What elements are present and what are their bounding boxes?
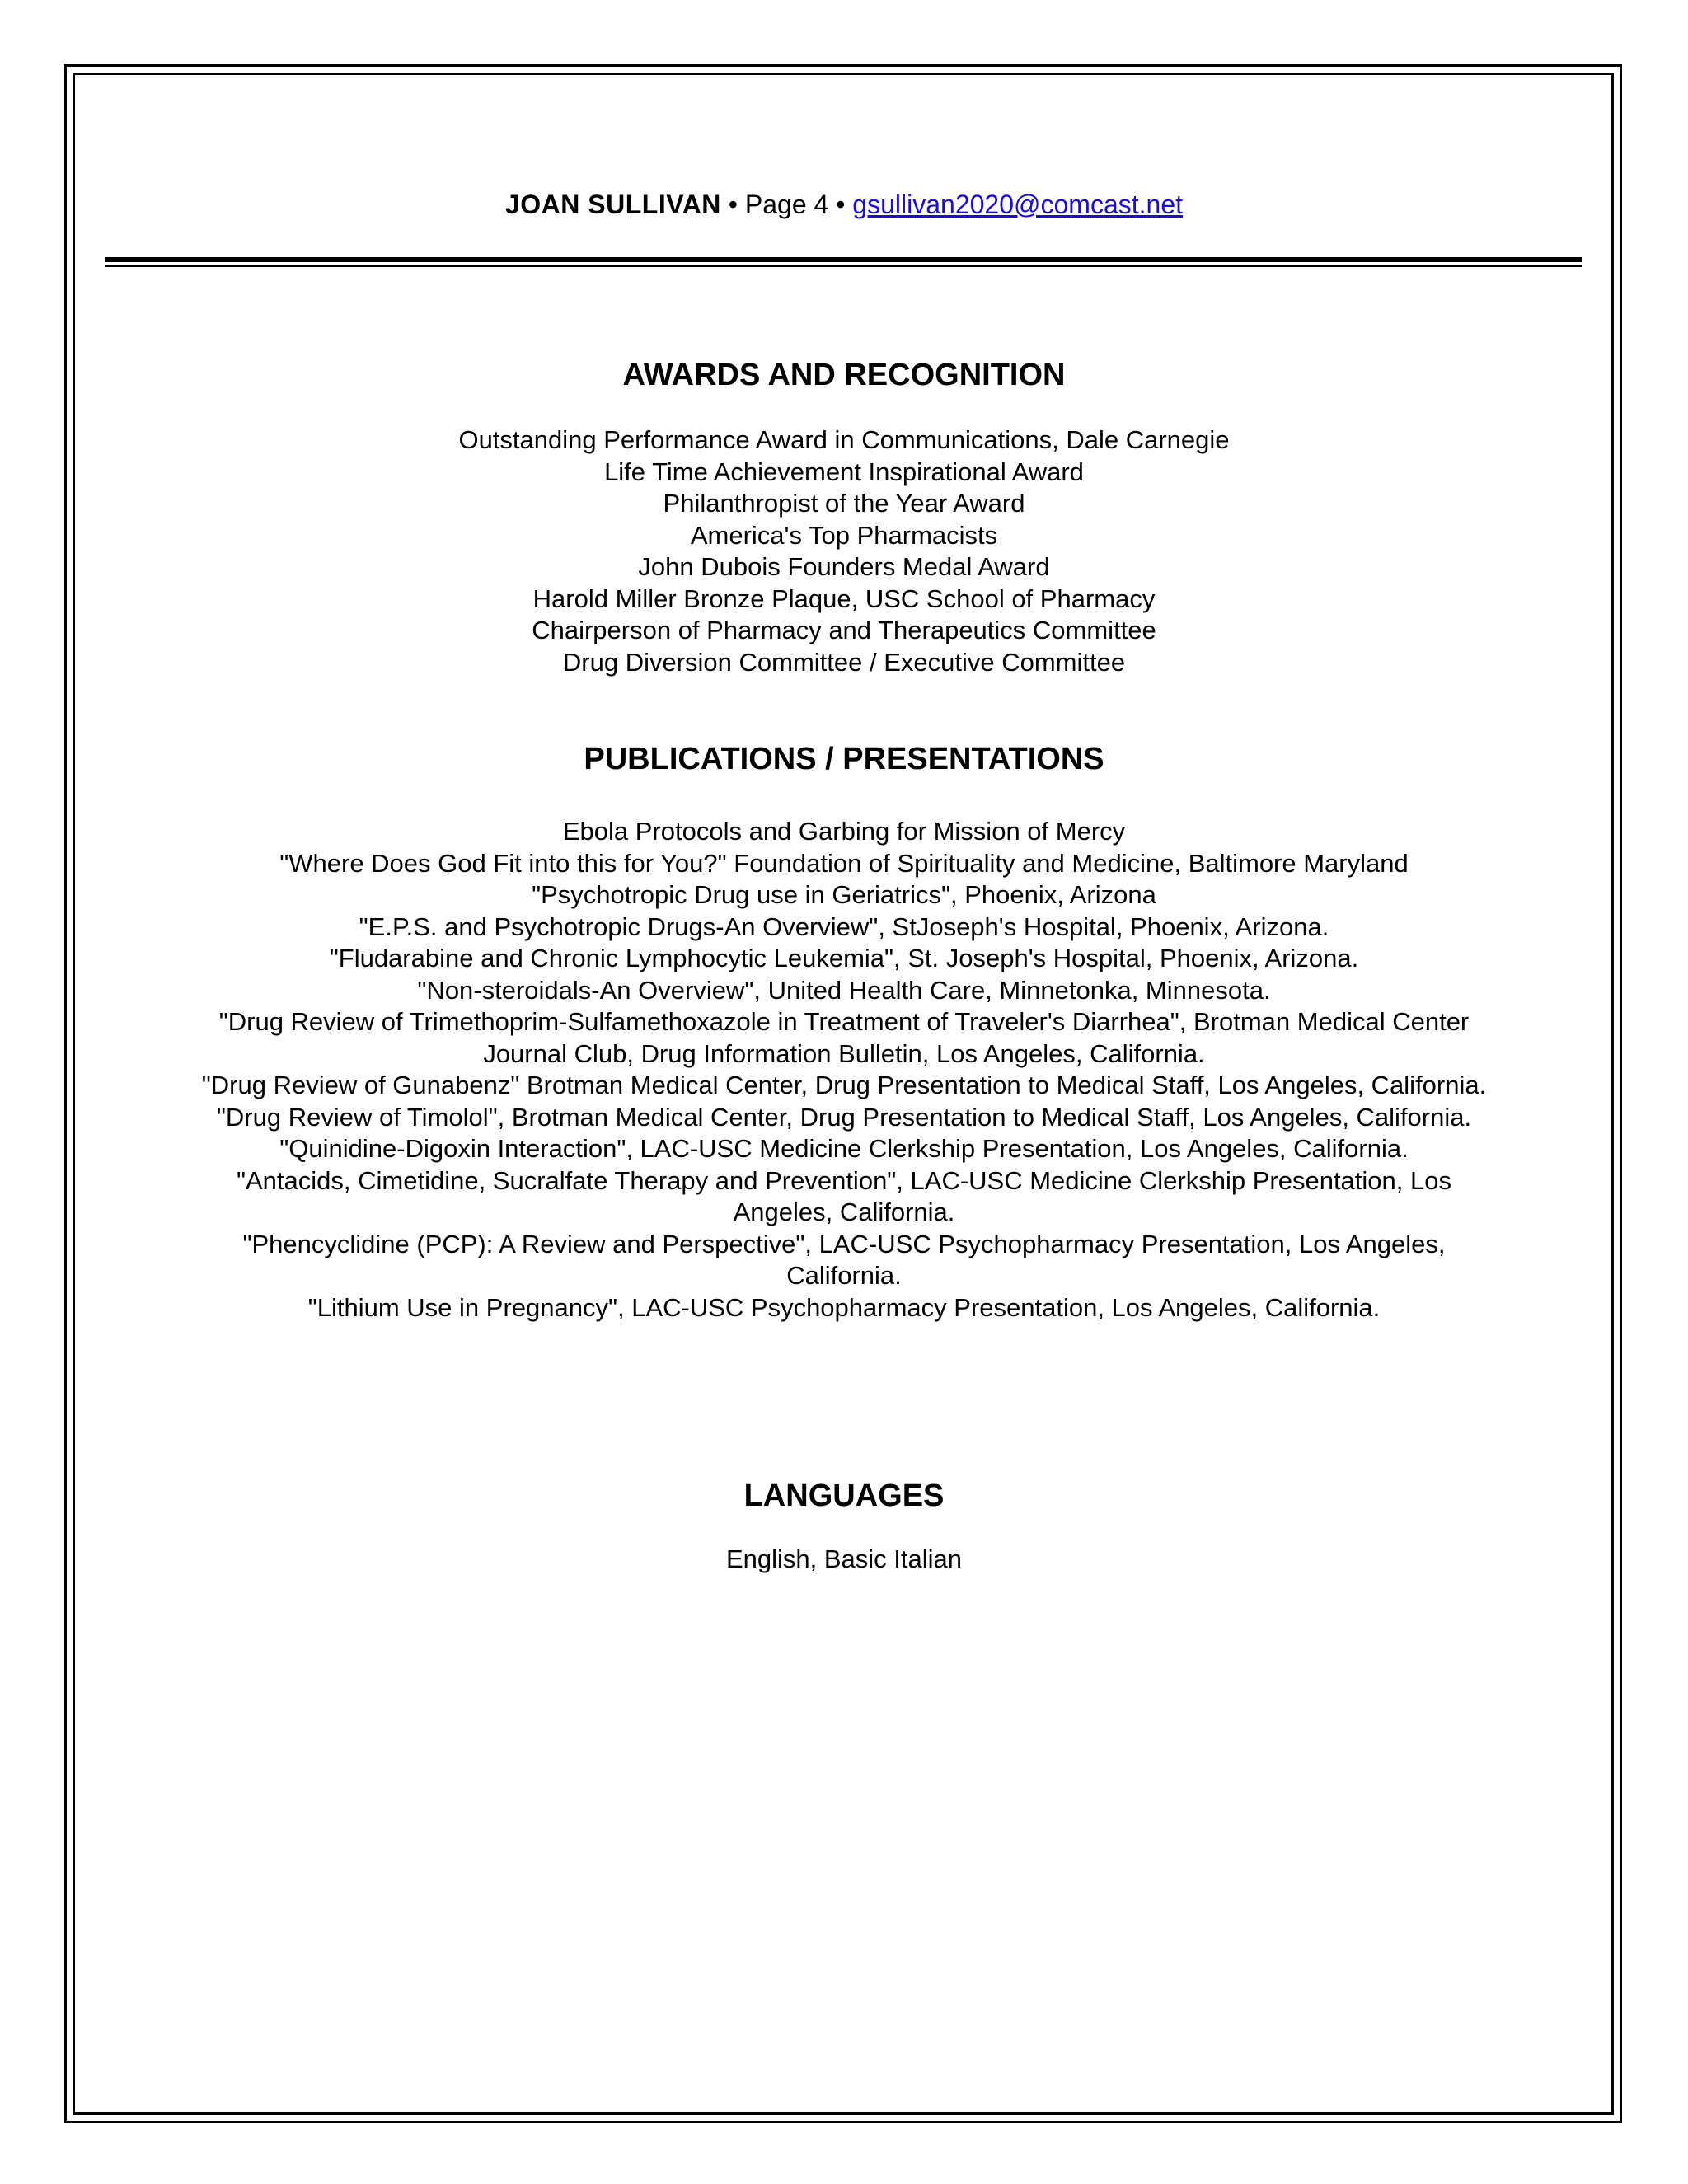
award-item: Philanthropist of the Year Award: [663, 489, 1025, 518]
award-item: Harold Miller Bronze Plaque, USC School of Pharmacy: [532, 583, 1156, 613]
publication-item: "Drug Review of Gunabenz" Brotman Medical Center, Drug Presentation to Medical Staff, Los Angeles, California.: [201, 1071, 1487, 1099]
header-name: JOAN SULLIVAN: [504, 190, 721, 219]
header-rule-thick: [106, 257, 1582, 262]
awards-section-title: AWARDS AND RECOGNITION: [622, 358, 1066, 392]
header-email-link[interactable]: gsullivan2020@comcast.net: [852, 190, 1183, 219]
publication-item: "Phencyclidine (PCP): A Review and Perspective", LAC-USC Psychopharmacy Presentation, Los Angeles, California.: [242, 1229, 1446, 1290]
award-item: Drug Diversion Committee / Executive Committee: [562, 647, 1126, 677]
publication-item: "Drug Review of Trimethoprim-Sulfamethoxazole in Treatment of Traveler's Diarrhea", Brotman Medical Center Journal Club, Drug Information Bulletin, Los Angeles, California.: [218, 1007, 1470, 1068]
award-item: John Dubois Founders Medal Award: [638, 552, 1050, 581]
award-item: Outstanding Performance Award in Communications, Dale Carnegie: [458, 425, 1230, 454]
publication-item: "Quinidine-Digoxin Interaction", LAC-USC Medicine Clerkship Presentation, Los Angeles, California.: [279, 1134, 1409, 1163]
page-header: [0, 188, 1688, 221]
publication-item: "Drug Review of Timolol", Brotman Medical Center, Drug Presentation to Medical Staff, Los Angeles, California.: [216, 1102, 1472, 1132]
publication-item: "Where Does God Fit into this for You?" Foundation of Spirituality and Medicine, Baltimore Maryland: [279, 848, 1409, 878]
header-rule-thin: [106, 265, 1582, 267]
languages-section-title: LANGUAGES: [743, 1479, 945, 1513]
languages-list: [206, 1544, 1482, 1576]
publication-item: "Lithium Use in Pregnancy", LAC-USC Psychopharmacy Presentation, Los Angeles, California.: [307, 1292, 1381, 1322]
language-item: English, Basic Italian: [725, 1544, 963, 1573]
publications-section-title: PUBLICATIONS / PRESENTATIONS: [584, 742, 1104, 776]
publication-item: "Psychotropic Drug use in Geriatrics", Phoenix, Arizona: [532, 880, 1156, 909]
award-item: Life Time Achievement Inspirational Award: [604, 457, 1084, 486]
publication-item: "Antacids, Cimetidine, Sucralfate Therapy and Prevention", LAC-USC Medicine Clerkship Presentation, Los Angeles, California.: [237, 1165, 1451, 1226]
publications-list: [190, 816, 1498, 1324]
header-page-label: Page 4: [744, 190, 829, 219]
publication-item: "E.P.S. and Psychotropic Drugs-An Overview", StJoseph's Hospital, Phoenix, Arizona.: [359, 912, 1329, 941]
award-item: America's Top Pharmacists: [690, 520, 998, 550]
awards-list: [206, 424, 1482, 678]
award-item: Chairperson of Pharmacy and Therapeutics Committee: [532, 616, 1156, 644]
publication-item: "Fludarabine and Chronic Lymphocytic Leukemia", St. Joseph's Hospital, Phoenix, Arizona.: [329, 944, 1359, 972]
header-separator: •: [828, 190, 853, 219]
publication-item: "Non-steroidals-An Overview", United Health Care, Minnetonka, Minnesota.: [417, 975, 1271, 1005]
publication-item: Ebola Protocols and Garbing for Mission of Mercy: [562, 817, 1126, 846]
header-separator: •: [720, 190, 745, 219]
